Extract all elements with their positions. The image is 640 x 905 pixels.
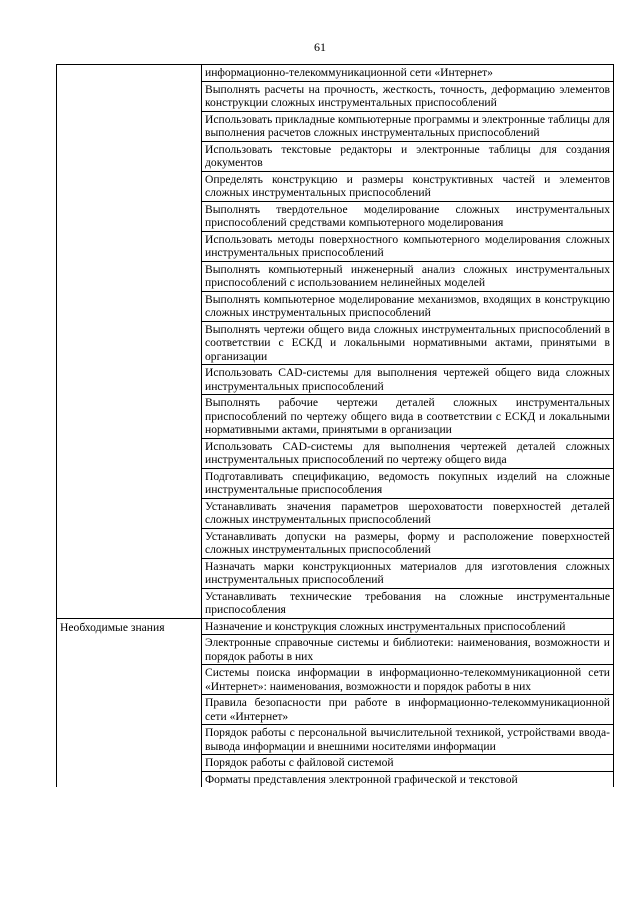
competency-table — [56, 64, 614, 787]
skill-item: Выполнять компьютерное моделирование механизмов, входящих в конструкцию сложных инструментальных приспособлений — [202, 291, 614, 321]
skill-item: Устанавливать технические требования на сложные инструментальные приспособления — [202, 588, 614, 618]
skill-item: Подготавливать спецификацию, ведомость покупных изделий на сложные инструментальные приспособления — [202, 468, 614, 498]
knowledge-item: Системы поиска информации в информационно-телекоммуникационной сети «Интернет»: наименования, возможности и порядок работы в них — [202, 665, 614, 695]
skill-item: Устанавливать допуски на размеры, форму и расположение поверхностей сложных инструментальных приспособлений — [202, 528, 614, 558]
skill-item: Выполнять чертежи общего вида сложных инструментальных приспособлений в соответствии с ЕСКД и локальными нормативными актами, принятыми в организации — [202, 321, 614, 365]
table-row — [57, 65, 614, 82]
skill-item: Использовать текстовые редакторы и электронные таблицы для создания документов — [202, 141, 614, 171]
skill-item: Выполнять компьютерный инженерный анализ сложных инструментальных приспособлений с использованием нелинейных моделей — [202, 261, 614, 291]
skill-item: Выполнять рабочие чертежи деталей сложных инструментальных приспособлений по чертежу общего вида в соответствии с ЕСКД и локальными нормативными актами, принятыми в организации — [202, 395, 614, 439]
knowledge-label: Необходимые знания — [57, 618, 202, 787]
knowledge-item: Правила безопасности при работе в информационно-телекоммуникационной сети «Интернет» — [202, 695, 614, 725]
knowledge-item: Форматы представления электронной графической и текстовой — [202, 771, 614, 787]
page-number: 61 — [314, 40, 326, 54]
skill-item: Использовать методы поверхностного компьютерного моделирования сложных инструментальных приспособлений — [202, 231, 614, 261]
skills-label-cell — [57, 65, 202, 619]
knowledge-item: Назначение и конструкция сложных инструментальных приспособлений — [202, 618, 614, 635]
skill-item: Выполнять твердотельное моделирование сложных инструментальных приспособлений средствами компьютерного моделирования — [202, 201, 614, 231]
skill-item: Использовать прикладные компьютерные программы и электронные таблицы для выполнения расчетов сложных инструментальных приспособлений — [202, 111, 614, 141]
knowledge-item: Порядок работы с файловой системой — [202, 755, 614, 772]
skill-item: Использовать CAD-системы для выполнения чертежей общего вида сложных инструментальных приспособлений — [202, 365, 614, 395]
skill-item: Назначать марки конструкционных материалов для изготовления сложных инструментальных приспособлений — [202, 558, 614, 588]
knowledge-item: Порядок работы с персональной вычислительной техникой, устройствами ввода-вывода информации и внешними носителями информации — [202, 725, 614, 755]
skill-item: Выполнять расчеты на прочность, жесткость, точность, деформацию элементов конструкции сложных инструментальных приспособлений — [202, 81, 614, 111]
skill-item: Определять конструкцию и размеры конструктивных частей и элементов сложных инструментальных приспособлений — [202, 171, 614, 201]
skill-item: Использовать CAD-системы для выполнения чертежей деталей сложных инструментальных приспособлений по чертежу общего вида — [202, 438, 614, 468]
skill-item: Устанавливать значения параметров шероховатости поверхностей деталей сложных инструментальных приспособлений — [202, 498, 614, 528]
skill-item: информационно-телекоммуникационной сети «Интернет» — [202, 65, 614, 82]
table-row — [57, 618, 614, 635]
knowledge-item: Электронные справочные системы и библиотеки: наименования, возможности и порядок работы в них — [202, 635, 614, 665]
